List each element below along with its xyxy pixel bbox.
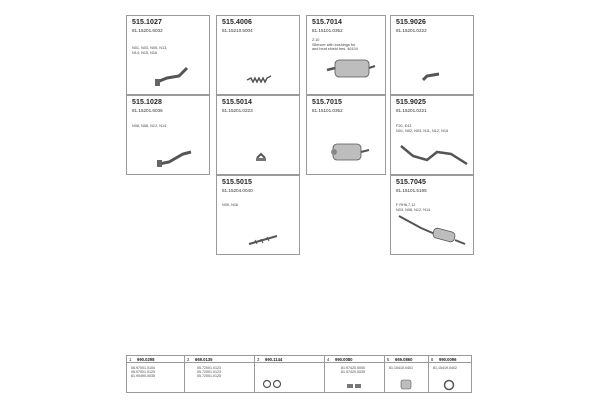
- note-line: N03, N08, N12, N14: [396, 207, 431, 212]
- part-number: 515.4006: [222, 19, 252, 26]
- accessory-refs: [197, 366, 221, 379]
- note-line: F RH6,7,12: [396, 203, 416, 207]
- accessory-index: 3: [257, 356, 260, 362]
- part-card-515-7015: [306, 95, 386, 175]
- part-card-515-5015: [216, 175, 300, 255]
- note-line: F20, E43: [396, 124, 412, 128]
- accessory-part-number: 990.0096: [439, 356, 457, 362]
- part-number: 515.5015: [222, 179, 252, 186]
- clamp-icon: [255, 356, 325, 392]
- accessory-index: 1: [129, 356, 132, 362]
- accessory-index: 5: [387, 356, 390, 362]
- ref-line: 81.15419.0402: [433, 366, 457, 370]
- accessory-cell: [255, 356, 325, 392]
- note-line: Silencer with bushings for: [312, 42, 356, 47]
- accessory-index: 4: [327, 356, 330, 362]
- oe-number: 81.15204.0040: [222, 188, 253, 193]
- oe-number: 81.15201.0221: [396, 108, 427, 113]
- oe-number: 81.15101.5195: [396, 188, 427, 193]
- accessory-cell: [185, 356, 255, 392]
- accessory-part-number: 669.0135: [195, 356, 213, 362]
- note-line: N01, N02, N03, N11, N12, N15: [396, 128, 449, 133]
- part-number: 515.7015: [312, 99, 342, 106]
- oe-number: 81.15201.6032: [132, 28, 163, 33]
- part-card-515-5014: [216, 95, 300, 175]
- part-number: 515.1027: [132, 19, 162, 26]
- accessory-header: [127, 356, 184, 363]
- accessories-strip: [126, 355, 472, 393]
- part-card-515-7045: [390, 175, 474, 255]
- sleeve-icon: [385, 356, 429, 392]
- ref-line: 81.15410.0401: [389, 366, 413, 370]
- accessory-header: [185, 356, 254, 363]
- part-number: 515.9025: [396, 99, 426, 106]
- accessory-index: 6: [431, 356, 434, 362]
- part-number: 515.7045: [396, 179, 426, 186]
- accessory-cell: [385, 356, 429, 392]
- oe-number: 81.15210.5004: [222, 28, 253, 33]
- oe-number: 81.15201.0223: [222, 108, 253, 113]
- accessory-part-number: 990.0298: [137, 356, 155, 362]
- note-line: N01, N03, N05, N13,: [132, 46, 168, 50]
- oe-number: 81.15201.0222: [396, 28, 427, 33]
- ref-line: 05.72001.0125: [197, 374, 221, 379]
- note-line: N08, N08, N12, N14: [132, 124, 167, 128]
- front-pipe-icon: [127, 16, 211, 96]
- part-card-515-4006: [216, 15, 300, 95]
- part-number: 515.5014: [222, 99, 252, 106]
- accessory-refs: [131, 366, 155, 379]
- silencer-icon: [307, 16, 387, 96]
- front-pipe-icon: [127, 96, 211, 176]
- tail-pipe-icon: [391, 16, 475, 96]
- accessory-part-number: 990.0080: [335, 356, 353, 362]
- ref-line: 81.97420.0050: [341, 366, 365, 370]
- clamp-icon: [217, 96, 301, 176]
- catalyst-pipe-icon: [391, 176, 475, 256]
- accessory-cell: [127, 356, 185, 392]
- bolt-icon: [325, 356, 385, 392]
- ref-line: 05.72001.0123: [197, 366, 221, 370]
- ref-line: 81.97420.0035: [341, 370, 365, 375]
- ref-line: 81.90490.0035: [131, 374, 155, 379]
- part-card-515-1027: [126, 15, 210, 95]
- note-line: N05, N16: [222, 203, 239, 207]
- accessory-cell: [429, 356, 471, 392]
- oe-number: 81.15101.0352: [312, 108, 343, 113]
- note-line: N14, N15, N16: [132, 50, 158, 55]
- part-card-515-1028: [126, 95, 210, 175]
- tail-pipe-icon: [391, 96, 475, 176]
- intermediate-pipe-icon: [217, 176, 301, 256]
- accessory-part-number: 669.0860: [395, 356, 413, 362]
- part-card-515-9025: [390, 95, 474, 175]
- note-line: and heat shield fres. 46104: [312, 47, 358, 52]
- note-line: 2:10: [312, 38, 320, 42]
- accessory-part-number: 990.1144: [265, 356, 283, 362]
- part-card-515-9026: [390, 15, 474, 95]
- part-number: 515.1028: [132, 99, 162, 106]
- part-card-515-7014: [306, 15, 386, 95]
- ref-line: 06.97001.0104: [131, 366, 155, 370]
- silencer-icon: [307, 96, 387, 176]
- accessory-index: 2: [187, 356, 190, 362]
- part-number: 515.7014: [312, 19, 342, 26]
- flex-pipe-icon: [217, 16, 301, 96]
- gasket-icon: [429, 356, 471, 392]
- ref-line: 06.97001.0129: [131, 370, 155, 375]
- oe-number: 81.15101.0352: [312, 28, 343, 33]
- ref-line: 05.72001.0123: [197, 370, 221, 375]
- part-number: 515.9026: [396, 19, 426, 26]
- accessory-cell: [325, 356, 385, 392]
- oe-number: 81.15201.6036: [132, 108, 163, 113]
